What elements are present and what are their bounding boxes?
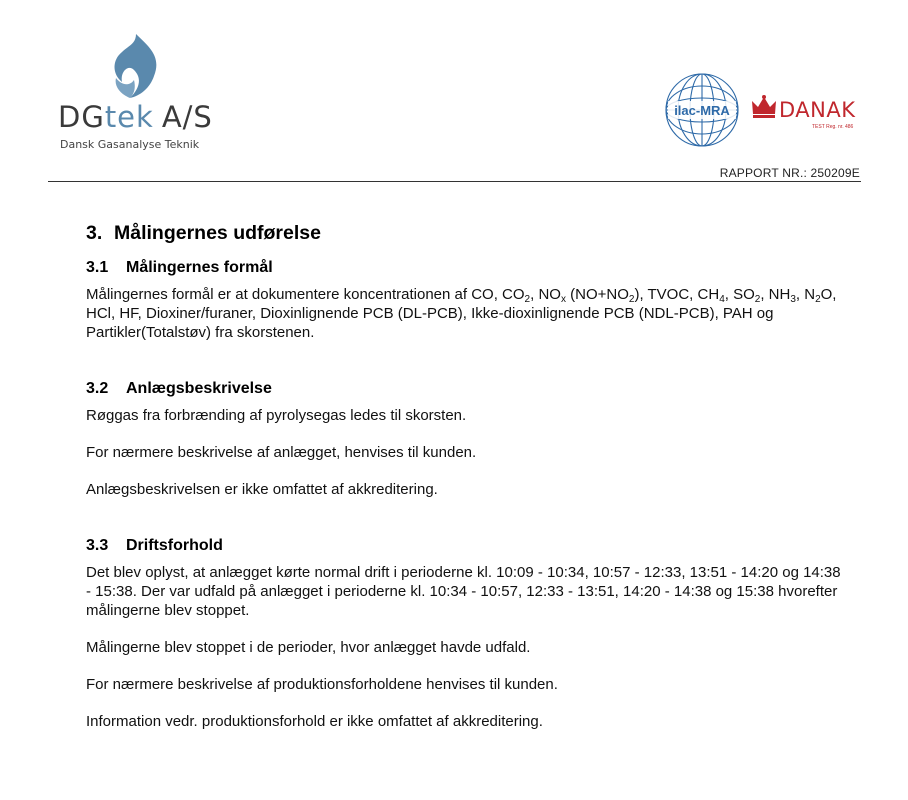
danak-reg: TEST Reg. nr. 486 bbox=[812, 124, 854, 130]
paragraph-plant-1: Røggas fra forbrænding af pyrolysegas ledes til skorsten. bbox=[86, 407, 467, 424]
crown-icon bbox=[750, 94, 778, 120]
ilac-mra-icon bbox=[664, 72, 740, 148]
paragraph-operation-4: Information vedr. produktionsforhold er ikke omfattet af akkreditering. bbox=[86, 713, 543, 730]
header-divider bbox=[48, 181, 861, 182]
paragraph-purpose: Målingernes formål er at dokumentere koncentrationen af CO, $CO_2$, $NO_x$ $(NO+NO_2)$, TVOC, $CH_4$, $SO_2$, $NH_3$, $N_2O$, HCl, HF, Dioxiner/furaner, Dioxinlignende PCB (DL-PCB), Ikke-dioxinlignende PCB (NDL-PCB), PAH og Partikler(Totalstøv) fra skorstenen. bbox=[86, 286, 837, 341]
subsection-heading-3-1: 3.1 Målingernes formål bbox=[86, 259, 273, 276]
document-body bbox=[86, 222, 846, 731]
clipped-text-line bbox=[70, 0, 870, 10]
danak-label: DANAK bbox=[779, 98, 856, 122]
paragraph-plant-2: For nærmere beskrivelse af anlægget, henvises til kunden. bbox=[86, 444, 477, 461]
subsection-heading-3-2: 3.2 Anlægsbeskrivelse bbox=[86, 380, 272, 397]
subsection-heading-3-3: 3.3 Driftsforhold bbox=[86, 537, 223, 554]
paragraph-operation-2: Målingerne blev stoppet i de perioder, hvor anlægget havde udfald. bbox=[86, 639, 531, 656]
company-logo bbox=[58, 32, 238, 152]
paragraph-plant-3: Anlægsbeskrivelsen er ikke omfattet af akkreditering. bbox=[86, 481, 438, 498]
brand-subtitle: Dansk Gasanalyse Teknik bbox=[60, 138, 200, 151]
report-number: RAPPORT NR.: 250209E bbox=[719, 166, 860, 180]
section-heading: 3. Målingernes udførelse bbox=[86, 222, 321, 244]
paragraph-operation-1: Det blev oplyst, at anlægget kørte normal drift i perioderne kl. 10:09 - 10:34, 10:57 - 12:33, 13:51 - 14:20 og 14:38 - 15:38. Der var udfald på anlægget i perioderne kl. 10:34 - 10:57, 12:33 - 13:51, 14:20 - 14:38 og 15:38 hvorefter målingerne blev stoppet. bbox=[86, 564, 841, 619]
brand-name: DGtek A/S bbox=[58, 100, 213, 134]
ilac-label: ilac-MRA bbox=[674, 103, 730, 118]
paragraph-operation-3: For nærmere beskrivelse af produktionsforholdene henvises til kunden. bbox=[86, 676, 558, 693]
flame-icon bbox=[106, 32, 166, 100]
